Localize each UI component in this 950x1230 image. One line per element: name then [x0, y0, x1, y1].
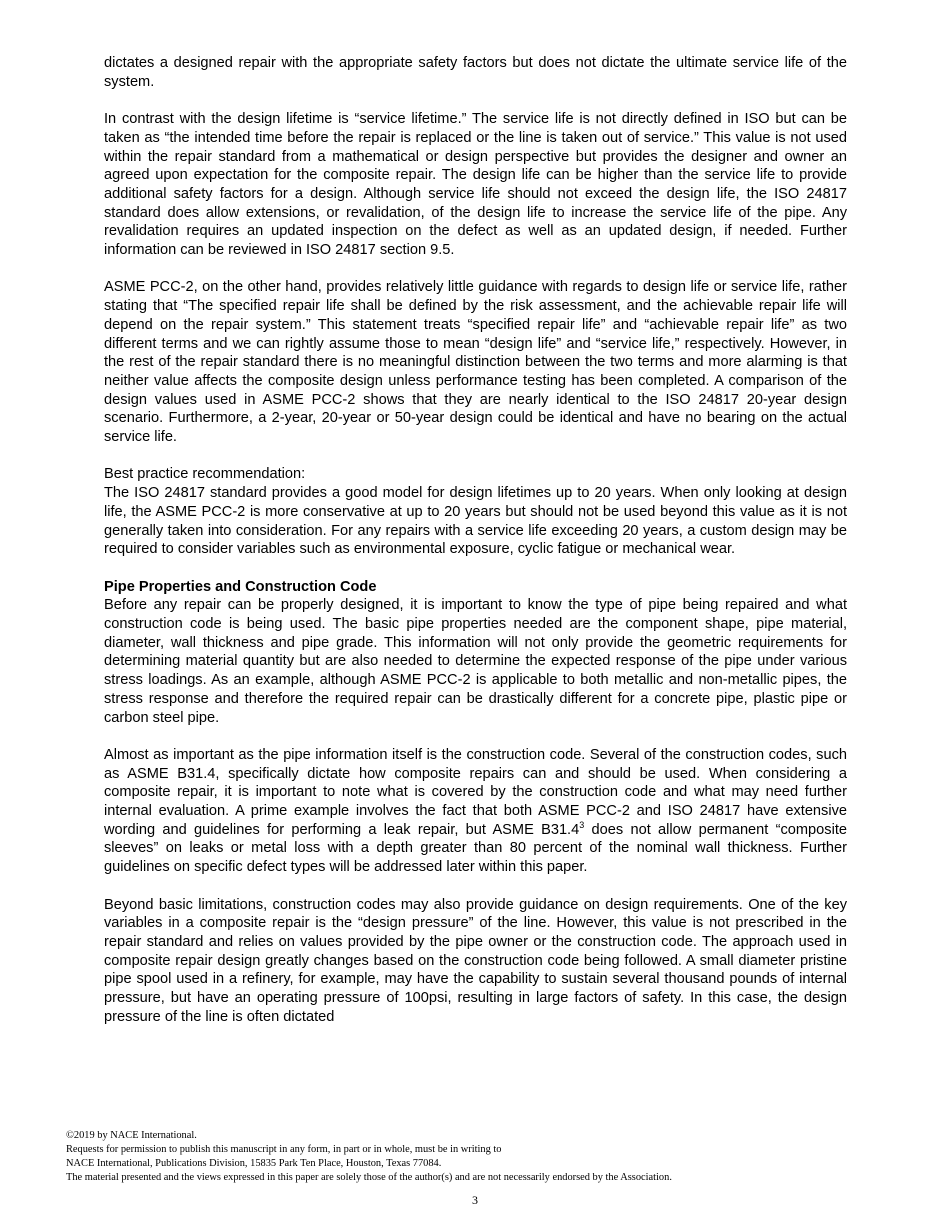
paragraph-construction-code [104, 746, 847, 877]
recommendation-label: Best practice recommendation: [104, 466, 306, 483]
section-pipe-properties [104, 578, 847, 728]
construction-code-text-a: Almost as important as the pipe information itself is the construction code. Several of the construction codes, such as ASME B31.4, specifically dictate how composite repairs can and should be used. When considering a composite repair, it is important to note what is covered by the construction code and what may need further internal evaluation. A prime example involves the fact that both ASME PCC-2 and ISO 24817 have extensive wording and guidelines for performing a leak repair, but ASME B31.4 [104, 746, 847, 838]
construction-code-text-b: does not allow permanent “composite sleeves” on leaks or metal loss with a depth greater than 80 percent of the nominal wall thickness. Further guidelines on specific defect types will be addressed later within this paper. [104, 821, 848, 876]
paragraph-service-lifetime: In contrast with the design lifetime is “service lifetime.” The service life is not directly defined in ISO but can be taken as “the intended time before the repair is replaced or the line is taken out of service.” This value is not used within the repair standard from a mathematical or design perspective but provides the designer and owner an agreed upon expectation for the composite repair. The design life can be higher than the service life to provide additional safety factors for a design. Although service life should not exceed the design life, the ISO 24817 standard does allow extensions, or revalidation, of the design life to increase the service life of the pipe. Any revalidation requires an updated inspection on the defect as well as an updated design, if needed. Further information can be reviewed in ISO 24817 section 9.5. [104, 111, 847, 259]
footer-disclaimer: The material presented and the views expressed in this paper are solely those of the author(s) and are not necessarily endorsed by the Association. [66, 1172, 672, 1183]
footer [66, 1129, 886, 1185]
recommendation-text: The ISO 24817 standard provides a good model for design lifetimes up to 20 years. When only looking at design life, the ASME PCC-2 is more conservative at up to 20 years but should not be used beyond this value as it is not generally taken into consideration. For any repairs with a service life exceeding 20 years, a custom design may be required to consider variables such as environmental exposure, cyclic fatigue or mechanical wear. [104, 485, 847, 558]
section-heading: Pipe Properties and Construction Code [104, 578, 377, 595]
paragraph-design-life-end: dictates a designed repair with the appropriate safety factors but does not dictate the ultimate service life of the system. [104, 55, 847, 90]
recommendation-block [104, 465, 847, 559]
footer-permission: Requests for permission to publish this manuscript in any form, in part or in whole, must be in writing to [66, 1144, 502, 1155]
body-text [104, 54, 847, 1026]
footer-address: NACE International, Publications Division, 15835 Park Ten Place, Houston, Texas 77084. [66, 1158, 442, 1169]
paragraph-pipe-properties: Before any repair can be properly designed, it is important to know the type of pipe being repaired and what construction code is being used. The basic pipe properties needed are the component shape, pipe material, diameter, wall thickness and pipe grade. This information will not only provide the geometric requirements for determining material quantity but are also needed to determine the expected response of the pipe under various stress loadings. As an example, although ASME PCC-2 is applicable to both metallic and non-metallic pipes, the stress response and therefore the required repair can be drastically different for a concrete pipe, plastic pipe or carbon steel pipe. [104, 597, 847, 726]
paragraph-design-pressure: Beyond basic limitations, construction codes may also provide guidance on design requirements. One of the key variables in a composite repair is the “design pressure” of the line. However, this value is not prescribed in the repair standard and relies on values provided by the pipe owner or the construction code. The approach used in composite repair design greatly changes based on the construction code being followed. A small diameter pristine pipe spool used in a refinery, for example, may have the capability to sustain several thousand pounds of internal pressure, but have an operating pressure of 100psi, resulting in large factors of safety. In this case, the design pressure of the line is often dictated [104, 896, 847, 1025]
page-number: 3 [472, 1193, 478, 1207]
paragraph-asme-pcc2: ASME PCC-2, on the other hand, provides relatively little guidance with regards to design life or service life, rather stating that “The specified repair life shall be defined by the risk assessment, and the achievable repair life will depend on the repair system.” This statement treats “specified repair life” and “achievable repair life” as two different terms and we can rightly assume those to mean “design life” and “service life,” respectively. However, in the rest of the repair standard there is no meaningful distinction between the two terms and more alarming is that neither value affects the composite design unless performance testing has been completed. A comparison of the design values used in ASME PCC-2 shows that they are nearly identical to the ISO 24817 20-year design scenario. Furthermore, a 2-year, 20-year or 50-year design could be identical and have no bearing on the actual service life. [104, 279, 847, 446]
footer-copyright: ©2019 by NACE International. [66, 1130, 197, 1141]
reference-superscript: 3 [579, 819, 585, 830]
